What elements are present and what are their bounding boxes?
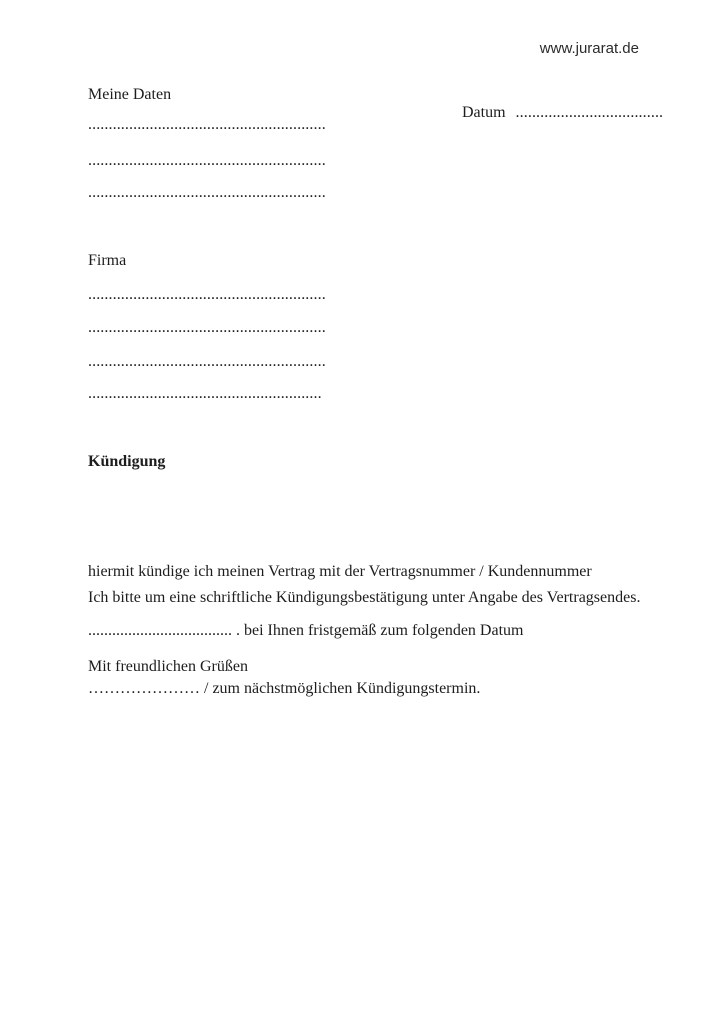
company-label: Firma [88,252,127,269]
my-data-label: Meine Daten [88,86,172,103]
body-line-2: .................................... . bei Ihnen fristgemäß zum folgenden Datum [88,621,524,639]
my-data-fill-line: .......................................................... [88,116,326,133]
letter-body [88,523,592,738]
letter-closing: Mit freundlichen Grüßen [88,658,248,675]
company-fill-line: .......................................................... [88,319,326,336]
company-fill-line: .......................................................... [88,286,326,303]
body-line-3: ………………… / zum nächstmöglichen Kündigungstermin. [88,680,481,697]
company-fill-line: .......................................................... [88,353,326,370]
body-line-1: hiermit kündige ich meinen Vertrag mit der Vertragsnummer / Kundennummer [88,563,592,580]
letter-subject: Kündigung [88,453,166,470]
my-data-fill-line: .......................................................... [88,152,326,169]
my-data-fill-line: .......................................................... [88,184,326,201]
date-fill-in-line: .................................... [515,104,664,121]
confirmation-request-text: Ich bitte um eine schriftliche Kündigungsbestätigung unter Angabe des Vertragsendes. [88,589,641,606]
company-fill-line: ......................................................... [88,385,322,402]
date-label: Datum [462,104,506,121]
date-row [446,86,663,140]
website-url: www.jurarat.de [539,40,639,57]
